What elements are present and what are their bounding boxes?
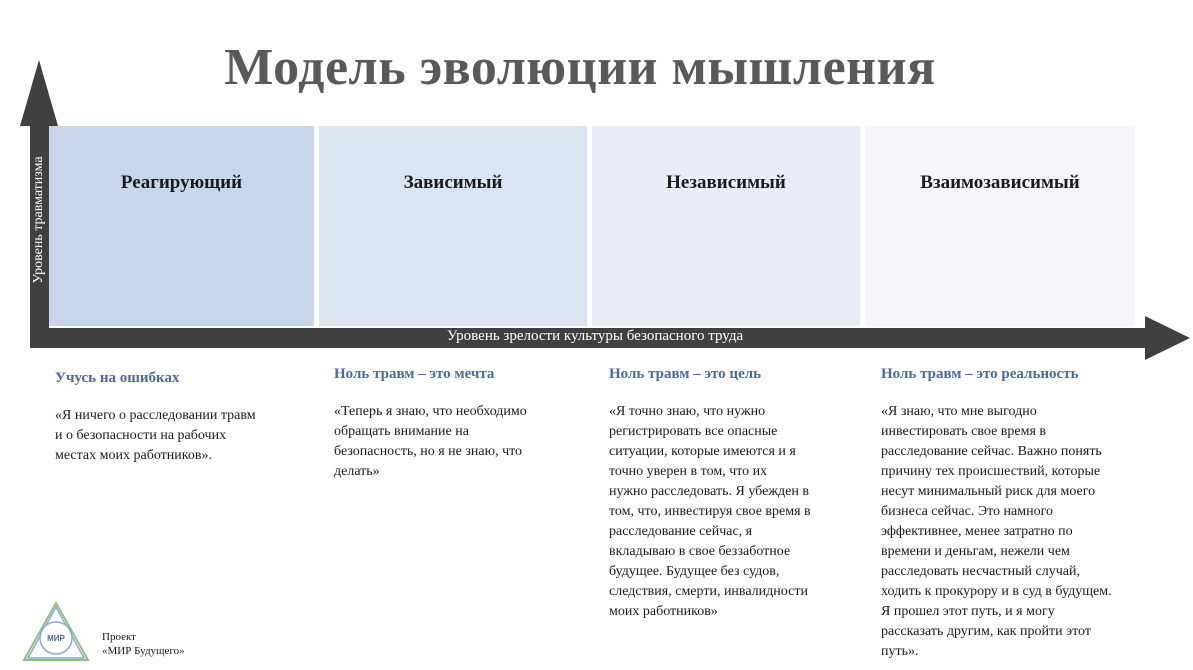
stage-label: Реагирующий (120, 172, 243, 193)
text-line: моих работников» (609, 604, 718, 619)
column-reactive (55, 368, 310, 466)
column-text (55, 406, 310, 466)
text-line: эффективнее, менее затратно по (881, 524, 1073, 539)
text-line: расследовать несчастный случай, (881, 564, 1080, 579)
text-line: безопасность, но я не знаю, что (334, 444, 523, 459)
text-line: точно уверен в том, что их (609, 464, 768, 479)
stage-label: Зависимый (403, 172, 503, 193)
text-line: времени и деньгам, нежели чем (881, 544, 1070, 559)
text-line: делать» (334, 464, 380, 479)
text-line: ходить к прокурору и в суд в будущем. (881, 584, 1112, 599)
text-line: вкладываю в свое беззаботное (609, 544, 791, 559)
text-line: и о безопасности на рабочих (55, 428, 227, 443)
text-line: расследование сейчас. Важно понять (881, 444, 1102, 459)
column-independent (609, 364, 869, 622)
text-line: «Я знаю, что мне выгодно (881, 404, 1037, 419)
text-line: путь». (881, 644, 919, 659)
column-heading: Учусь на ошибках (55, 370, 180, 386)
column-text (334, 402, 594, 482)
text-line: «Я точно знаю, что нужно (609, 404, 766, 419)
stage-label: Взаимозависимый (920, 172, 1080, 193)
text-line: нужно расследовать. Я убежден в (609, 484, 809, 499)
column-text (609, 402, 869, 622)
column-heading: Ноль травм – это цель (609, 366, 762, 382)
page-title: Модель эволюции мышления (224, 39, 936, 96)
text-line: Я прошел этот путь, и я могу (881, 604, 1055, 619)
text-line: «Я ничего о расследовании травм (55, 408, 256, 423)
y-axis-label-text: Уровень травматизма (31, 156, 46, 284)
column-text (881, 402, 1171, 662)
text-line: инвестировать свое время в (881, 424, 1047, 439)
x-axis-label: Уровень зрелости культуры безопасного труда (446, 328, 744, 344)
logo-caption-line: «МИР Будущего» (102, 645, 185, 657)
text-line: несут минимальный риск для моего (881, 484, 1096, 499)
text-line: следствия, смерти, инвалидности (609, 584, 808, 599)
column-interdependent (881, 364, 1171, 662)
column-dependent (334, 364, 594, 482)
logo-caption (102, 630, 185, 658)
stage-label: Независимый (666, 172, 786, 193)
text-line: обращать внимание на (334, 424, 469, 439)
text-line: рассказать другим, как пройти этот (881, 624, 1091, 639)
mir-logo (20, 600, 92, 664)
text-line: ситуации, которые имеются и я (609, 444, 796, 459)
column-heading: Ноль травм – это реальность (881, 366, 1079, 382)
logo-caption-line: Проект (102, 631, 136, 643)
logo-text: МИР (47, 634, 65, 643)
text-line: «Теперь я знаю, что необходимо (334, 404, 527, 419)
text-line: бизнеса сейчас. Это намного (881, 504, 1053, 519)
text-line: будущее. Будущее без судов, (609, 564, 780, 579)
text-line: регистрировать все опасные (609, 424, 778, 439)
text-line: том, что, инвестируя свое время в (609, 504, 811, 519)
text-line: причину тех происшествий, которые (881, 464, 1101, 479)
text-line: расследование сейчас, я (609, 524, 753, 539)
column-heading: Ноль травм – это мечта (334, 366, 495, 382)
text-line: местах моих работников». (55, 448, 212, 463)
